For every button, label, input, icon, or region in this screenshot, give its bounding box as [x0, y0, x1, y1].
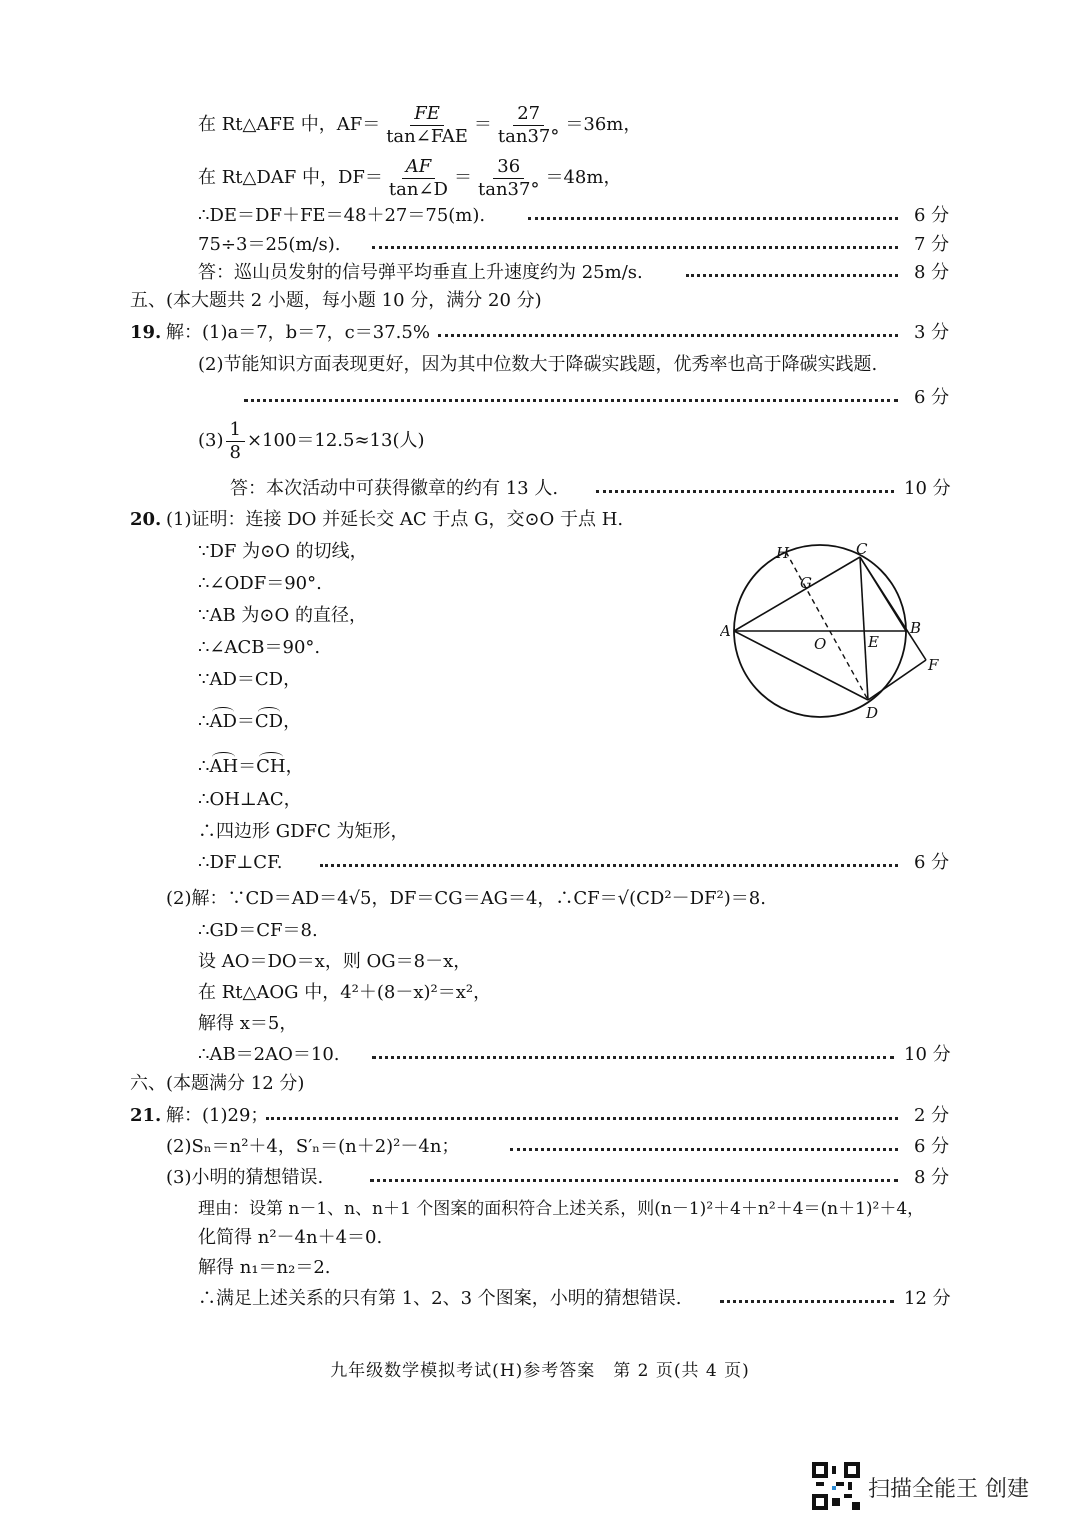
arc-cd: CD [254, 711, 284, 732]
fraction [382, 103, 472, 148]
arc-ch: CH [256, 756, 286, 777]
score: 8 分 [914, 1167, 950, 1188]
question-number-20: 20. [130, 509, 162, 530]
label-o: O [814, 635, 827, 653]
leader-dots [320, 851, 898, 875]
leader-dots [370, 1166, 898, 1190]
score: 10 分 [904, 478, 951, 499]
leader-dots [686, 261, 898, 285]
numerator: 27 [513, 103, 544, 126]
dashed-line-hd [786, 552, 868, 700]
solution-line: ∴GD＝CF＝8. [198, 920, 318, 941]
leader-dots [510, 1135, 898, 1159]
line-speed: 75÷3＝25(m/s). [198, 234, 341, 255]
solution-line: 化简得 n²－4n＋4＝0. [198, 1227, 383, 1248]
fraction [385, 156, 452, 201]
label-g: G [800, 574, 812, 592]
q19-part3 [198, 414, 425, 468]
score: 3 分 [914, 322, 950, 343]
leader-dots [266, 1104, 898, 1128]
fraction [494, 103, 563, 148]
label-a: A [720, 622, 731, 640]
score: 6 分 [914, 205, 950, 226]
proof-line: ∵AD＝CD， [198, 669, 302, 690]
label-f: F [928, 656, 939, 674]
proof-line: ∴四边形 GDFC 为矩形， [198, 821, 409, 842]
q21-reason: 理由：设第 n－1、n、n＋1 个图案的面积符合上述关系，则(n－1)²＋4＋n²＋4＝(n＋1)²＋4， [198, 1199, 925, 1219]
arc-ah: AH [209, 756, 239, 777]
score: 7 分 [914, 234, 950, 255]
score: 12 分 [904, 1288, 951, 1309]
text: 在 Rt△DAF 中，DF＝ [198, 167, 383, 188]
arc-ad: AD [209, 711, 237, 732]
score: 10 分 [904, 1044, 951, 1065]
segment-ac [734, 557, 860, 631]
score: 6 分 [914, 852, 950, 873]
leader-dots [372, 1043, 894, 1067]
denominator: tan∠FAE [386, 125, 468, 147]
fraction [226, 419, 245, 464]
page-footer: 九年级数学模拟考试(H)参考答案 第 2 页(共 4 页) [330, 1361, 750, 1381]
text: 在 Rt△AFE 中，AF＝ [198, 114, 381, 135]
numerator: AF [402, 156, 436, 179]
proof-line-arcs-ad-cd [198, 710, 301, 734]
proof-line: ∴∠ODF＝90°. [198, 573, 322, 594]
proof-line: ∵AB 为⊙O 的直径， [198, 605, 367, 626]
text: ， [283, 711, 302, 732]
solution-line: ∴AB＝2AO＝10. [198, 1044, 340, 1065]
label-e: E [868, 633, 879, 651]
line-answer: 答：巡山员发射的信号弹平均垂直上升速度约为 25m/s. [198, 262, 643, 283]
q19-part1: 解：(1)a＝7，b＝7，c＝37.5% [166, 322, 430, 343]
leader-dots [720, 1287, 894, 1311]
q21-part3: (3)小明的猜想错误. [166, 1167, 324, 1188]
qr-code-icon [812, 1462, 860, 1510]
numerator: 1 [226, 419, 245, 442]
q19-part2: (2)节能知识方面表现更好，因为其中位数大于降碳实践题，优秀率也高于降碳实践题. [198, 354, 878, 375]
text: ＝ [473, 114, 492, 135]
solution-line: 解得 x＝5， [198, 1013, 298, 1034]
text: ＝ [454, 167, 472, 188]
question-number-21: 21. [130, 1105, 162, 1126]
leader-dots [596, 477, 894, 501]
text: ＝ [236, 711, 255, 732]
scanner-watermark: 扫描全能王 创建 [868, 1477, 1029, 1502]
score: 6 分 [914, 387, 950, 408]
q21-part1: 解：(1)29； [166, 1105, 269, 1126]
line-de: ∴DE＝DF＋FE＝48＋27＝75(m). [198, 205, 486, 226]
proof-line-arcs-ah-ch [198, 755, 304, 779]
leader-dots [372, 233, 898, 257]
denominator: 8 [229, 441, 241, 463]
segment-df [868, 660, 926, 700]
label-h: H [776, 544, 790, 562]
line-df-calc [198, 151, 621, 205]
q20-part1: (1)证明：连接 DO 并延长交 AC 于点 G，交⊙O 于点 H. [166, 509, 624, 530]
denominator: tan37° [497, 125, 560, 147]
score: 6 分 [914, 1136, 950, 1157]
segment-cd [860, 557, 868, 700]
question-number-19: 19. [130, 322, 162, 343]
numerator: 36 [493, 156, 524, 179]
solution-line: 设 AO＝DO＝x，则 OG＝8－x， [198, 951, 472, 972]
circle-geometry-figure [720, 530, 960, 730]
text: ＝48m， [545, 167, 622, 188]
section-6-heading: 六、(本题满分 12 分) [130, 1073, 305, 1094]
label-d: D [866, 704, 879, 722]
solution-line: ∴满足上述关系的只有第 1、2、3 个图案，小明的猜想错误. [198, 1288, 682, 1309]
q19-answer: 答：本次活动中可获得徽章的约有 13 人. [230, 478, 559, 499]
solution-line: 在 Rt△AOG 中，4²＋(8－x)²＝x²， [198, 982, 492, 1003]
segment-ad [734, 631, 868, 700]
proof-line: ∴∠ACB＝90°. [198, 637, 321, 658]
q20-part2: (2)解：∵CD＝AD＝4√5，DF＝CG＝AG＝4，∴CF＝√(CD²－DF²)＝8. [166, 888, 766, 909]
numerator: FE [410, 103, 444, 126]
text: ∴ [198, 756, 210, 777]
text: (3) [198, 430, 224, 451]
text: ×100＝12.5≈13(人) [246, 430, 425, 451]
denominator: tan37° [478, 178, 540, 200]
proof-line: ∴DF⊥CF. [198, 852, 283, 873]
denominator: tan∠D [388, 178, 448, 200]
leader-dots [528, 204, 898, 228]
text: ， [285, 756, 304, 777]
score: 2 分 [914, 1105, 950, 1126]
q21-part2: (2)Sₙ＝n²＋4，S′ₙ＝(n＋2)²－4n； [166, 1136, 460, 1157]
section-5-heading: 五、(本大题共 2 小题，每小题 10 分，满分 20 分) [130, 290, 542, 311]
proof-line: ∴OH⊥AC， [198, 789, 302, 810]
leader-dots [438, 321, 898, 345]
fraction [474, 156, 543, 201]
text: ＝36m， [565, 114, 642, 135]
line-af-calc [198, 98, 641, 152]
label-c: C [856, 540, 868, 558]
solution-line: 解得 n₁＝n₂＝2. [198, 1257, 331, 1278]
text: ＝ [238, 756, 257, 777]
label-b: B [910, 619, 922, 637]
leader-dots [244, 386, 898, 410]
score: 8 分 [914, 262, 950, 283]
proof-line: ∵DF 为⊙O 的切线， [198, 541, 368, 562]
text: ∴ [198, 711, 210, 732]
